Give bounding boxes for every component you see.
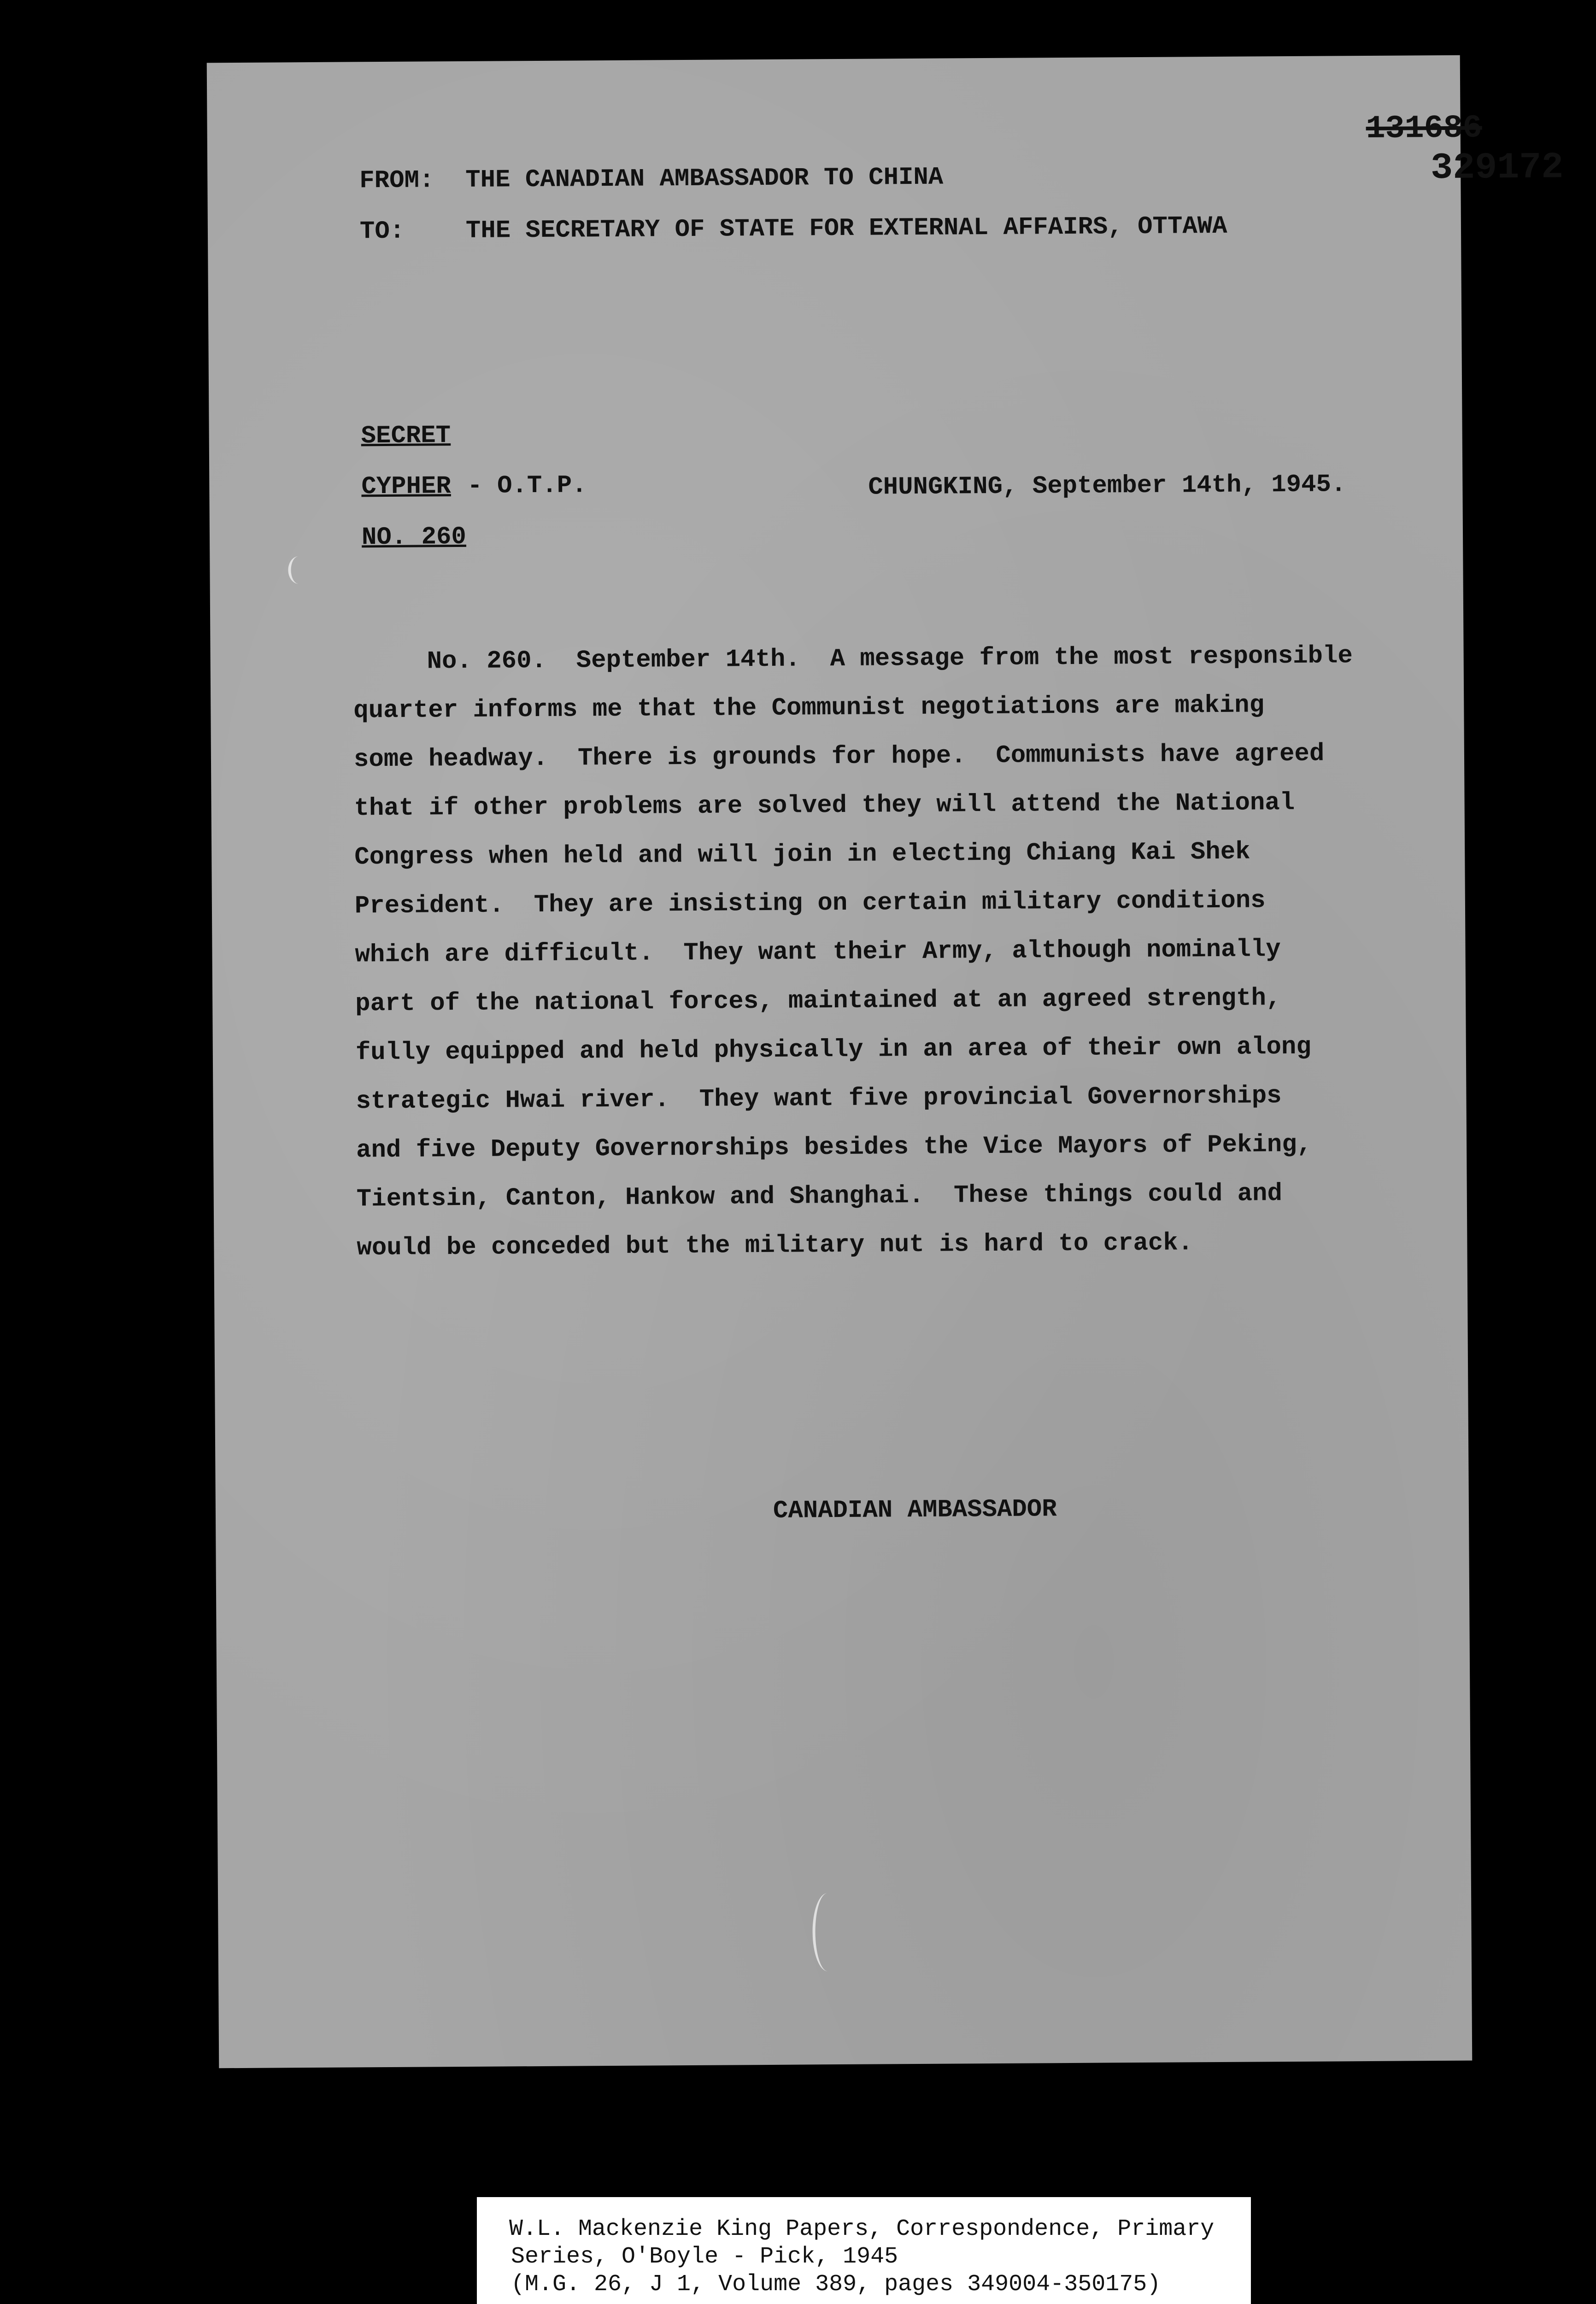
- to-label: TO:: [359, 217, 405, 246]
- caption-line: (M.G. 26, J 1, Volume 389, pages 349004-350175): [511, 2271, 1161, 2298]
- body-line: some headway. There is grounds for hope. Communists have agreed: [353, 740, 1325, 774]
- body-line: and five Deputy Governorships besides the Vice Mayors of Peking,: [356, 1130, 1312, 1165]
- body-line: which are difficult. They want their Army, although nominally: [355, 935, 1281, 970]
- body-line: Tientsin, Canton, Hankow and Shanghai. These things could and: [356, 1180, 1283, 1214]
- signature: CANADIAN AMBASSADOR: [773, 1495, 1057, 1525]
- from-value: THE CANADIAN AMBASSADOR TO CHINA: [465, 163, 944, 194]
- cypher-label: CYPHER: [361, 472, 451, 501]
- body-line: would be conceded but the military nut is hard to crack.: [357, 1229, 1193, 1263]
- caption-line: Series, O'Boyle - Pick, 1945: [511, 2244, 898, 2270]
- to-value: THE SECRETARY OF STATE FOR EXTERNAL AFFAIRS, OTTAWA: [465, 212, 1227, 245]
- struck-reference-number: 131686: [1366, 110, 1482, 147]
- body-line: Congress when held and will join in electing Chiang Kai Shek: [354, 838, 1250, 872]
- body-line: No. 260. September 14th. A message from the most responsible: [427, 642, 1353, 676]
- caption-line: W.L. Mackenzie King Papers, Correspondence, Primary: [509, 2216, 1215, 2242]
- pencil-mark: [812, 1893, 843, 1971]
- archive-caption: [477, 2197, 1251, 2304]
- body-line: strategic Hwai river. They want five provincial Governorships: [356, 1082, 1282, 1116]
- message-body: [353, 632, 1356, 1273]
- message-number: NO. 260: [361, 523, 467, 552]
- body-line: fully equipped and held physically in an area of their own along: [355, 1033, 1311, 1067]
- classification: SECRET: [361, 422, 451, 451]
- pencil-mark: [288, 556, 309, 584]
- body-line: part of the national forces, maintained at an agreed strength,: [355, 984, 1281, 1018]
- cypher-value: - O.T.P.: [467, 471, 587, 500]
- body-line: quarter informs me that the Communist negotiations are making: [353, 691, 1265, 725]
- from-label: FROM:: [359, 166, 434, 195]
- document-page: [207, 55, 1564, 2069]
- place-date: CHUNGKING, September 14th, 1945.: [868, 470, 1346, 502]
- reference-number: 329172: [1430, 147, 1564, 190]
- body-line: President. They are insisting on certain military conditions: [354, 887, 1266, 921]
- body-line: that if other problems are solved they will attend the National: [354, 788, 1295, 823]
